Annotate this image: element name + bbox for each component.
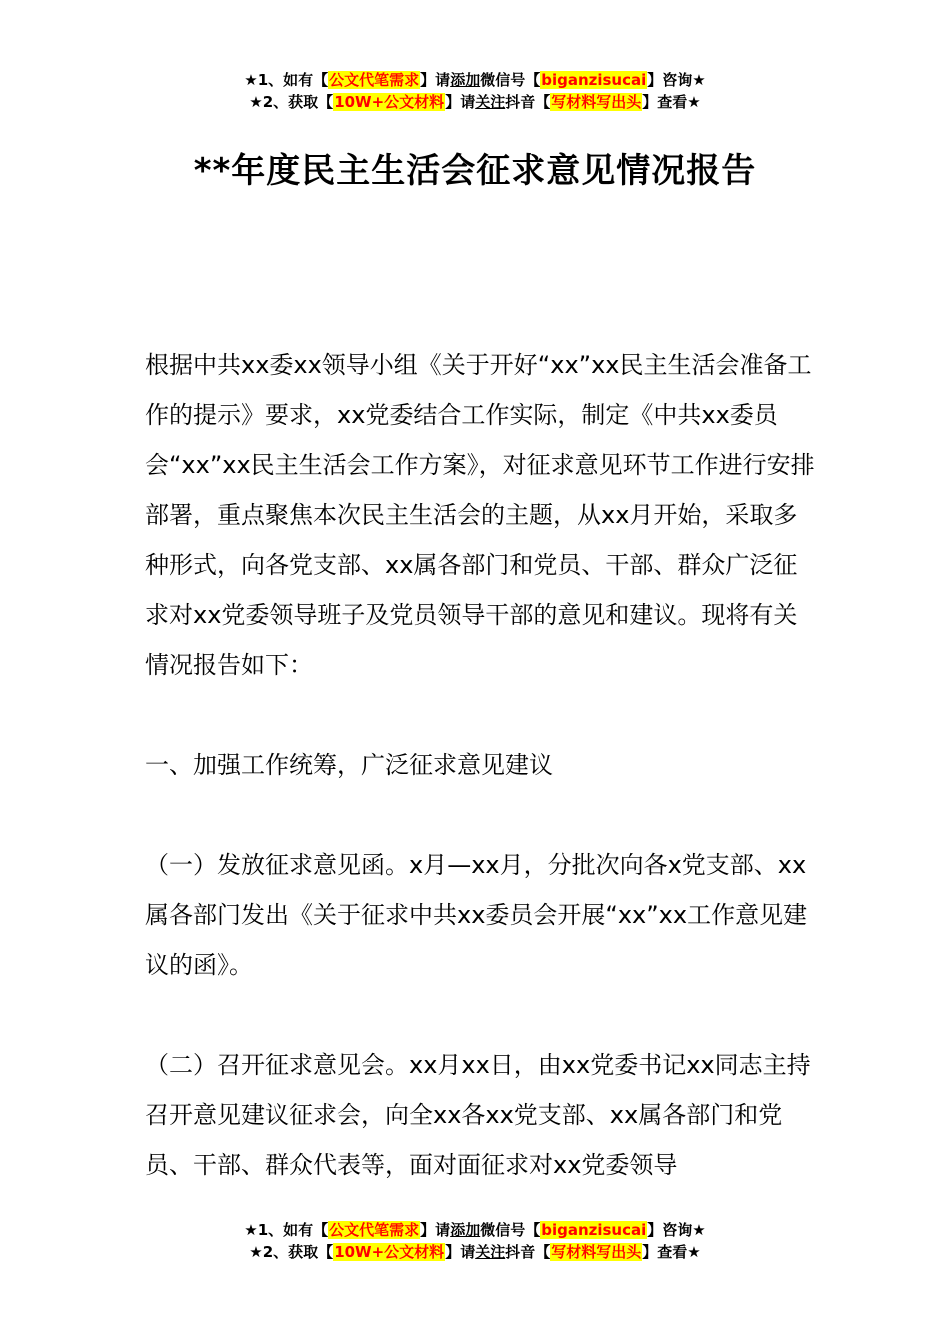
promo-text: 】请: [445, 93, 476, 111]
promo-highlight: 公文代笔需求: [329, 71, 420, 89]
promo-text: 】咨询★: [647, 71, 706, 89]
promo-underlined: 添加: [450, 1221, 481, 1239]
intro-paragraph: 根据中共xx委xx领导小组《关于开好“xx”xx民主生活会准备工作的提示》要求，xx党委结合工作实际，制定《中共xx委员会“xx”xx民主生活会工作方案》，对征求意见环节工作进行安排部署，重点聚焦本次民主生活会的主题，从xx月开始，采取多种形式，向各党支部、xx属各部门和党员、干部、群众广泛征求对xx党委领导班子及党员领导干部的意见和建议。现将有关情况报告如下：: [145, 351, 815, 679]
promo-underlined: 关注: [475, 1243, 506, 1261]
promo-text: 微信号【: [480, 71, 541, 89]
promo-line-1: [0, 69, 950, 91]
promo-text: 】请: [420, 71, 451, 89]
promo-banner-bottom: [0, 1219, 950, 1263]
promo-highlight: 10W+公文材料: [334, 93, 445, 111]
promo-highlight: 写材料写出头: [551, 93, 642, 111]
section-heading: 一、加强工作统筹，广泛征求意见建议: [145, 751, 553, 779]
promo-text: 抖音【: [505, 1243, 551, 1261]
promo-highlight: biganzisucai: [541, 71, 647, 89]
promo-text: 】查看★: [642, 93, 701, 111]
item-paragraph: （一）发放征求意见函。x月—xx月，分批次向各x党支部、xx属各部门发出《关于征求中共xx委员会开展“xx”xx工作意见建议的函》。: [145, 851, 808, 979]
promo-text: 微信号【: [480, 1221, 541, 1239]
document-title: **年度民主生活会征求意见情况报告: [193, 151, 757, 191]
promo-line-1: [0, 1219, 950, 1241]
promo-banner-top: [0, 69, 950, 113]
promo-highlight: 公文代笔需求: [329, 1221, 420, 1239]
promo-text: 】咨询★: [647, 1221, 706, 1239]
promo-highlight: 写材料写出头: [551, 1243, 642, 1261]
promo-text: ★1、如有【: [244, 1221, 329, 1239]
promo-line-2: [0, 91, 950, 113]
promo-text: 抖音【: [505, 93, 551, 111]
item-paragraph: （二）召开征求意见会。xx月xx日，由xx党委书记xx同志主持召开意见建议征求会，向全xx各xx党支部、xx属各部门和党员、干部、群众代表等，面对面征求对xx党委领导: [145, 1051, 811, 1179]
promo-text: ★2、获取【: [249, 1243, 334, 1261]
promo-text: 】请: [445, 1243, 476, 1261]
promo-highlight: 10W+公文材料: [334, 1243, 445, 1261]
document-body: [145, 340, 817, 1190]
promo-text: ★2、获取【: [249, 93, 334, 111]
promo-highlight: biganzisucai: [541, 1221, 647, 1239]
promo-text: 】查看★: [642, 1243, 701, 1261]
promo-underlined: 添加: [450, 71, 481, 89]
promo-underlined: 关注: [475, 93, 506, 111]
promo-line-2: [0, 1241, 950, 1263]
promo-text: 】请: [420, 1221, 451, 1239]
promo-text: ★1、如有【: [244, 71, 329, 89]
